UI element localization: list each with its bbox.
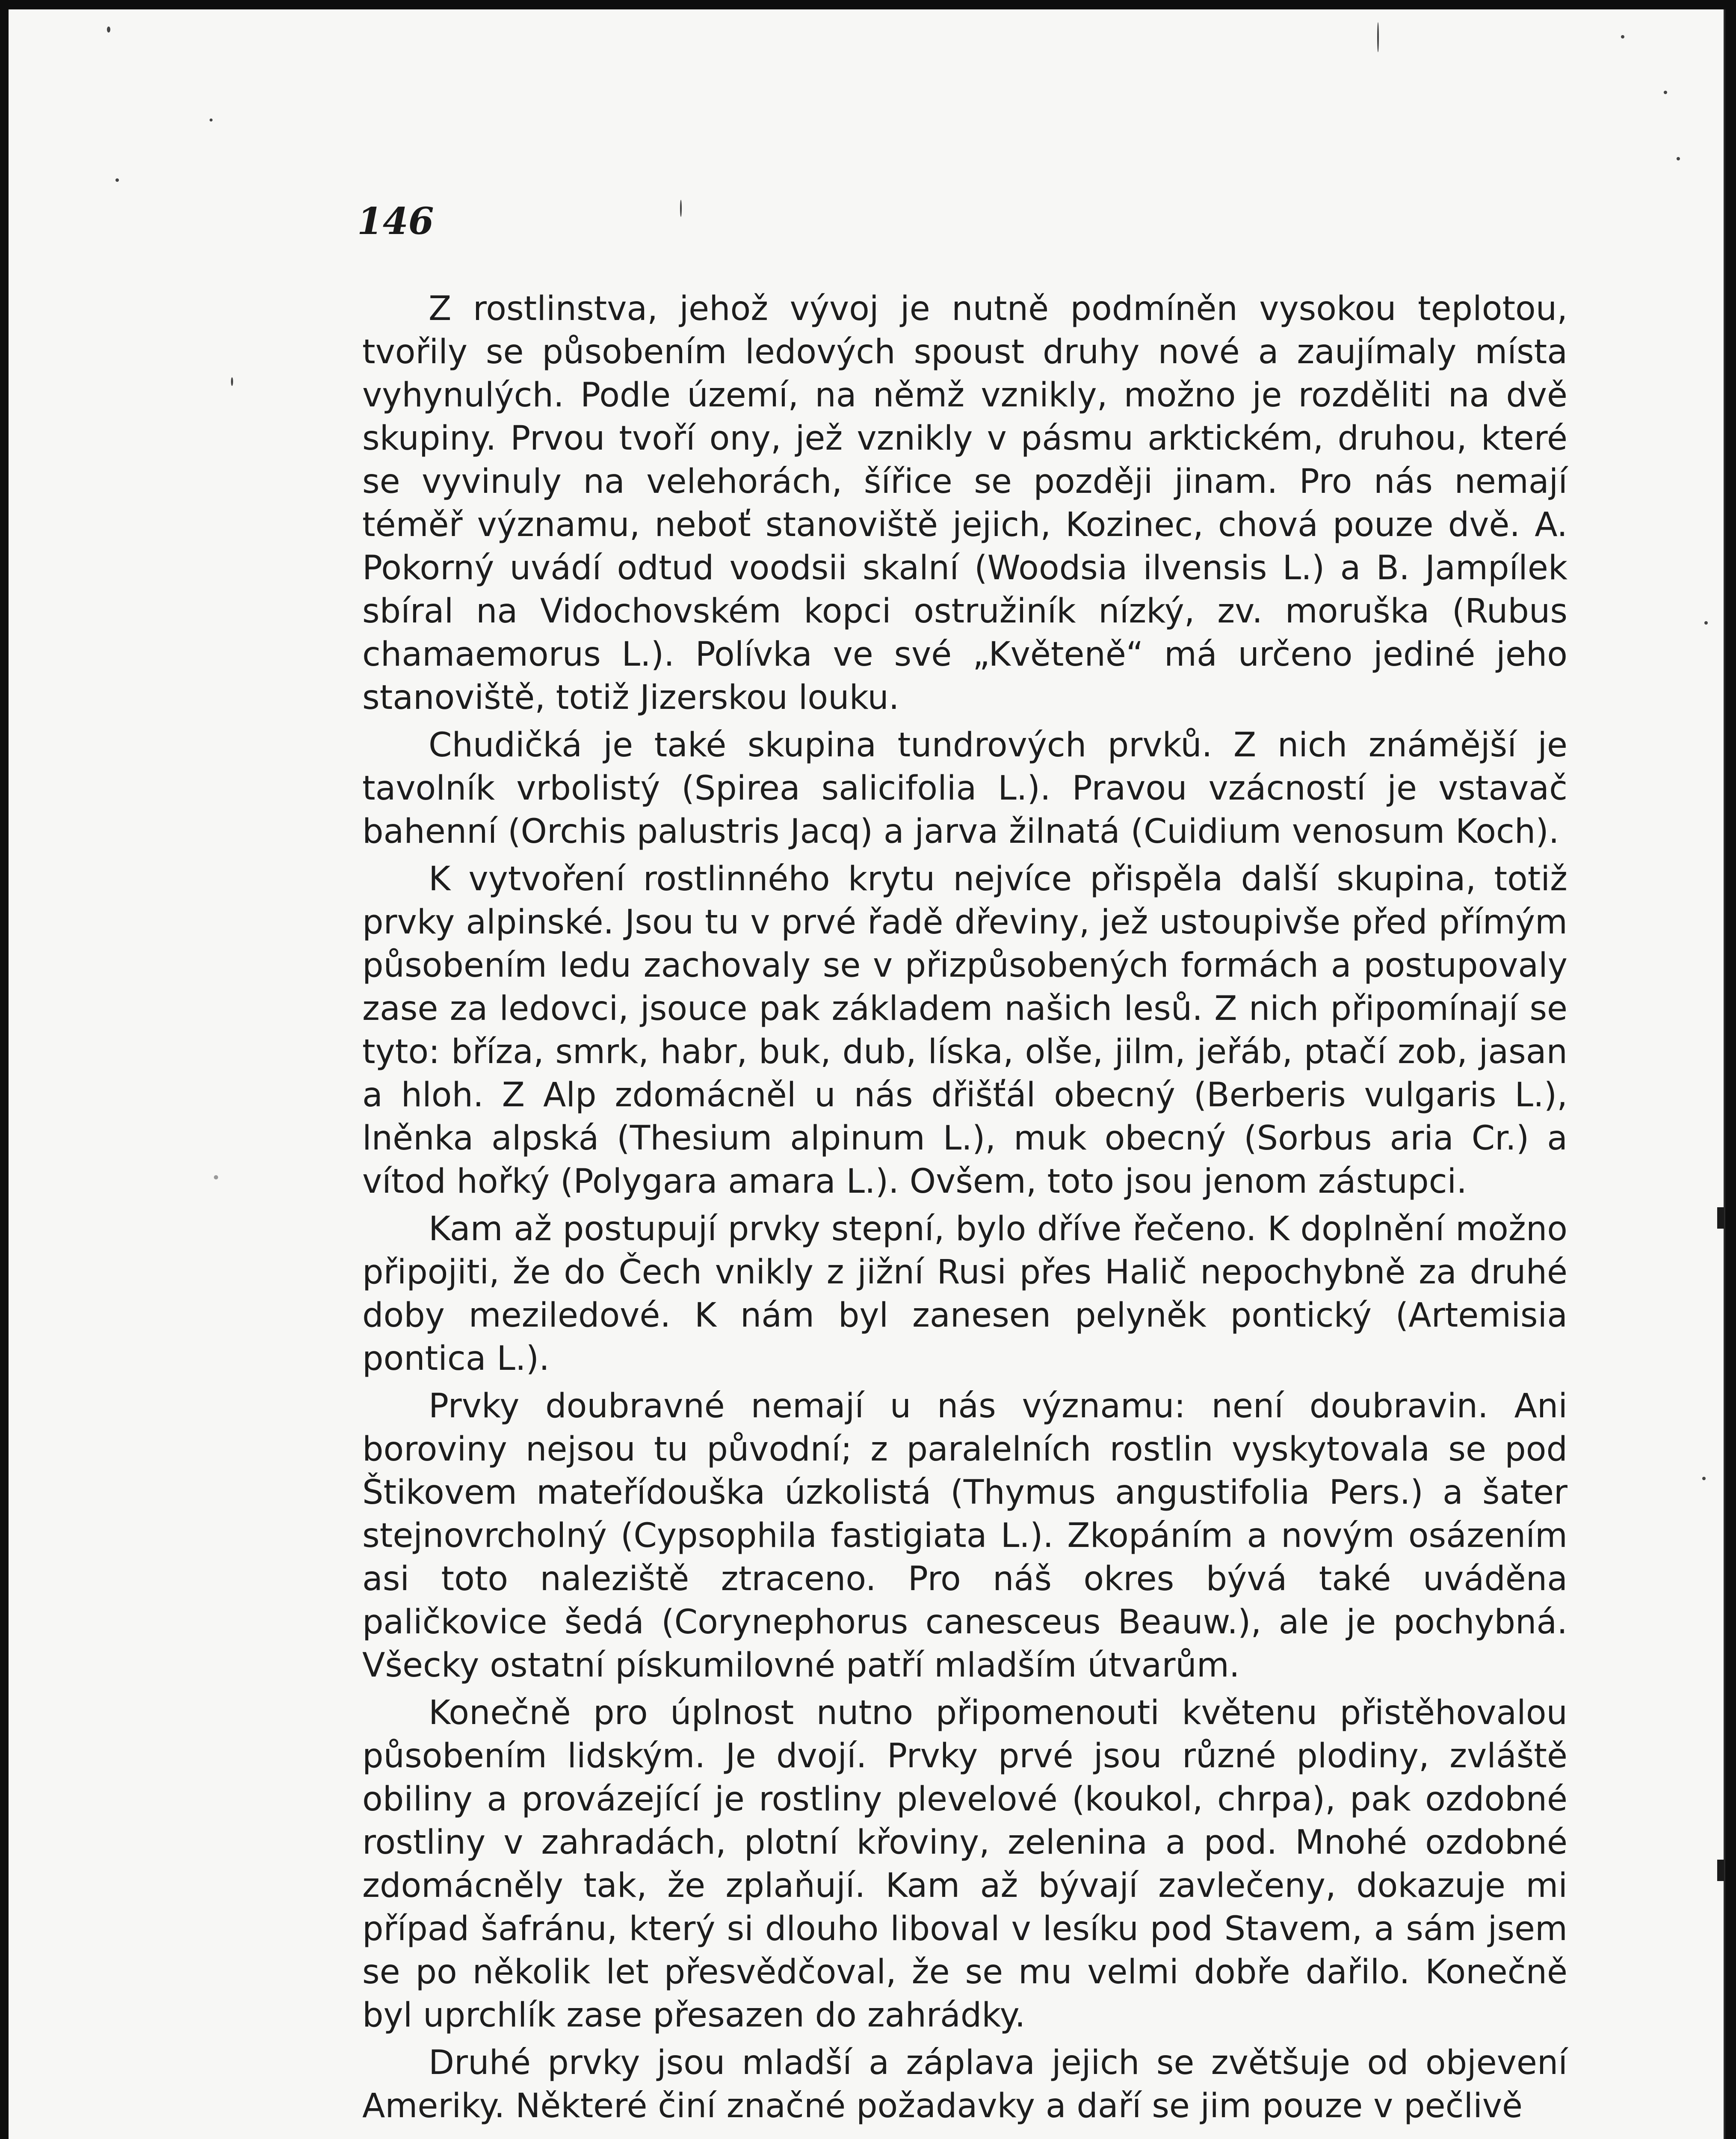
paragraph-1: Z rostlinstva, jehož vývoj je nutně podmíněn vysokou teplotou, tvořily se působením ledových spoust druhy nové a zaujímaly místa vyhynulých. Podle území, na němž vznikly, možno je rozděliti na dvě skupiny. Prvou tvoří ony, jež vznikly v pásmu arktickém, druhou, které se vyvinuly na velehorách, šířice se později jinam. Pro nás nemají téměř významu, neboť stanoviště jejich, Kozinec, chová pouze dvě. A. Pokorný uvádí odtud voodsii skalní (Woodsia ilvensis L.) a B. Jampílek sbíral na Vidochovském kopci ostružiník nízký, zv. moruška (Rubus chamaemorus L.). Polívka ve své „Květeně“ má určeno jediné jeho stanoviště, totiž Jizerskou louku. bbox=[362, 290, 1567, 717]
scan-speck bbox=[214, 1175, 218, 1179]
scan-speck bbox=[107, 27, 110, 33]
scan-speck bbox=[231, 377, 233, 386]
scan-speck bbox=[115, 178, 119, 182]
scan-speck bbox=[1621, 35, 1624, 39]
edge-mark bbox=[1717, 1860, 1724, 1881]
scan-speck bbox=[680, 200, 682, 217]
scan-speck bbox=[1377, 22, 1379, 52]
paragraph-2: Chudičká je také skupina tundrových prvků. Z nich známější je tavolník vrbolistý (Spirea salicifolia L.). Pravou vzácností je vstavač bahenní (Orchis palustris Jacq) a jarva žilnatá (Cuidium venosum Koch). bbox=[362, 726, 1567, 851]
paper-sheet bbox=[9, 9, 1725, 2139]
paragraph-5: Prvky doubravné nemají u nás významu: není doubravin. Ani boroviny nejsou tu původní; z paralelních rostlin vyskytovala se pod Štikovem mateřídouška úzkolistá (Thymus angustifolia Pers.) a šater stejnovrcholný (Cypsophila fastigiata L.). Zkopáním a novým osázením asi toto naleziště ztraceno. Pro náš okres bývá také uváděna paličkovice šedá (Corynephorus canesceus Beauw.), ale je pochybná. Všecky ostatní pískumilovné patří mladším útvarům. bbox=[362, 1387, 1567, 1685]
scan-speck bbox=[1677, 157, 1680, 160]
paragraph-4: Kam až postupují prvky stepní, bylo dříve řečeno. K doplnění možno připojiti, že do Čech vnikly z jižní Rusi přes Halič nepochybně za druhé doby meziledové. K nám byl zanesen pelyněk pontický (Artemisia pontica L.). bbox=[362, 1210, 1567, 1378]
scan-speck bbox=[210, 119, 213, 121]
paragraph-7: Druhé prvky jsou mladší a záplava jejich se zvětšuje od objevení Ameriky. Některé činí značné požadavky a daří se jim pouze v pečlivě bbox=[362, 2044, 1567, 2125]
scan-speck bbox=[1702, 1477, 1706, 1480]
paragraph-6: Konečně pro úplnost nutno připomenouti květenu přistěhovalou působením lidským. Je dvojí. Prvky prvé jsou různé plodiny, zvláště obiliny a provázející je rostliny plevelové (koukol, chrpa), pak ozdobné rostliny v zahradách, plotní křoviny, zelenina a pod. Mnohé ozdobné zdomácněly tak, že zplaňují. Kam až bývají zavlečeny, dokazuje mi případ šafránu, který si dlouho liboval v lesíku pod Stavem, a sám jsem se po několik let přesvědčoval, že se mu velmi dobře dařilo. Konečně byl uprchlík zase přesazen do zahrádky. bbox=[362, 1694, 1567, 2035]
scan-speck bbox=[1664, 91, 1667, 94]
scan-speck bbox=[1704, 621, 1708, 625]
edge-mark bbox=[1717, 1207, 1724, 1229]
body-text bbox=[362, 287, 1567, 2132]
page-number: 146 bbox=[357, 200, 434, 243]
paragraph-3: K vytvoření rostlinného krytu nejvíce přispěla další skupina, totiž prvky alpinské. Jsou tu v prvé řadě dřeviny, jež ustoupivše před přímým působením ledu zachovaly se v přizpůsobených formách a postupovaly zase za ledovci, jsouce pak základem našich lesů. Z nich připomínají se tyto: bříza, smrk, habr, buk, dub, líska, olše, jilm, jeřáb, ptačí zob, jasan a hloh. Z Alp zdomácněl u nás dřišťál obecný (Berberis vulgaris L.), lněnka alpská (Thesium alpinum L.), muk obecný (Sorbus aria Cr.) a vítod hořký (Polygara amara L.). Ovšem, toto jsou jenom zástupci. bbox=[362, 860, 1567, 1201]
